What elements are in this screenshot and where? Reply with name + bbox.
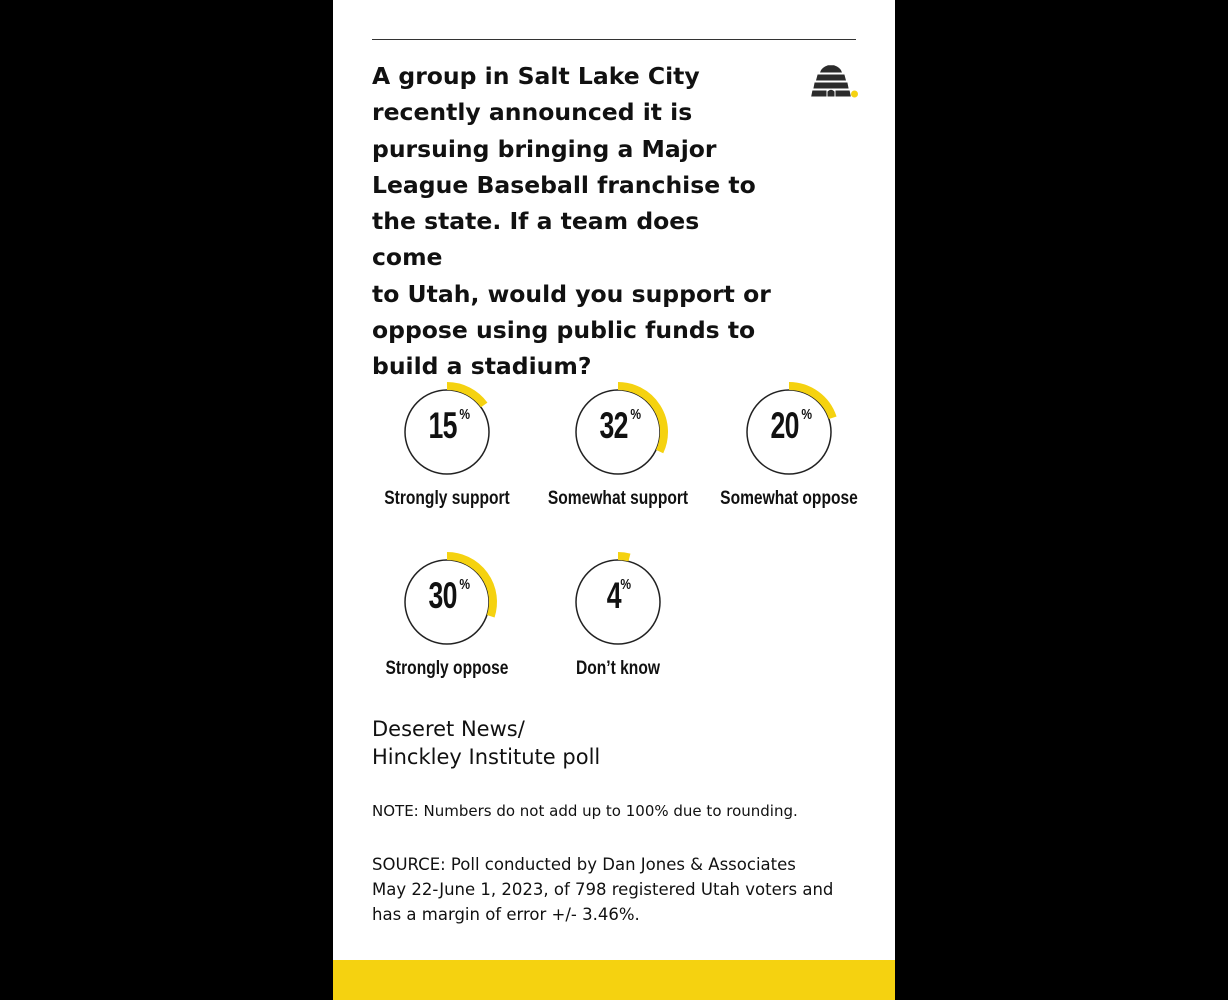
- donut-strongly-support: [361, 377, 531, 527]
- source-title-line: Hinckley Institute poll: [372, 745, 601, 769]
- percent-sign: %: [620, 576, 632, 593]
- source-line: SOURCE: Poll conducted by Dan Jones & Associates: [372, 855, 796, 874]
- poll-question: [372, 58, 772, 385]
- category-label: Strongly support: [384, 488, 510, 509]
- top-divider: [372, 39, 856, 40]
- donut-somewhat-support: [532, 377, 702, 527]
- source-line: May 22-June 1, 2023, of 798 registered Utah voters and: [372, 880, 834, 899]
- source-title-line: Deseret News/: [372, 717, 525, 741]
- category-label: Somewhat support: [547, 488, 689, 509]
- percent-value: 32: [599, 405, 628, 446]
- percent-value: 15: [428, 405, 457, 446]
- question-line: build a stadium?: [372, 352, 592, 381]
- percent-label: [361, 577, 533, 614]
- source-line: has a margin of error +/- 3.46%.: [372, 905, 640, 924]
- question-line: oppose using public funds to: [372, 316, 756, 345]
- category-label: Somewhat oppose: [720, 488, 858, 509]
- percent-value: 4: [606, 575, 621, 616]
- donut-arc: [447, 386, 484, 405]
- question-line: pursuing bringing a Major: [372, 134, 717, 163]
- percent-label: [703, 407, 875, 444]
- footer-accent-bar: [333, 960, 895, 1000]
- beehive-icon: [809, 64, 859, 100]
- question-line: recently announced it is: [372, 98, 693, 127]
- donut-somewhat-oppose: [703, 377, 873, 527]
- percent-value: 30: [428, 575, 457, 616]
- percent-sign: %: [459, 406, 470, 423]
- percent-label: [532, 407, 704, 444]
- percent-value: 20: [770, 405, 799, 446]
- poll-source-title: [372, 715, 772, 771]
- percent-sign: %: [801, 406, 812, 423]
- percent-label: [532, 577, 704, 614]
- percent-label: [361, 407, 533, 444]
- percent-sign: %: [630, 406, 641, 423]
- question-line: A group in Salt Lake City: [372, 62, 700, 90]
- rounding-note: NOTE: Numbers do not add up to 100% due to rounding.: [372, 802, 798, 820]
- question-line: the state. If a team does come: [372, 207, 700, 272]
- donut-arc: [618, 556, 629, 557]
- donut-dont-know: [532, 547, 702, 697]
- category-label: Don’t know: [576, 658, 660, 679]
- question-line: League Baseball franchise to: [372, 170, 756, 199]
- category-label: Strongly oppose: [385, 658, 509, 679]
- question-line: to Utah, would you support or: [372, 279, 771, 308]
- source-text: [372, 852, 862, 927]
- donut-strongly-oppose: [361, 547, 531, 697]
- infographic-card: [333, 0, 895, 1000]
- percent-sign: %: [459, 576, 470, 593]
